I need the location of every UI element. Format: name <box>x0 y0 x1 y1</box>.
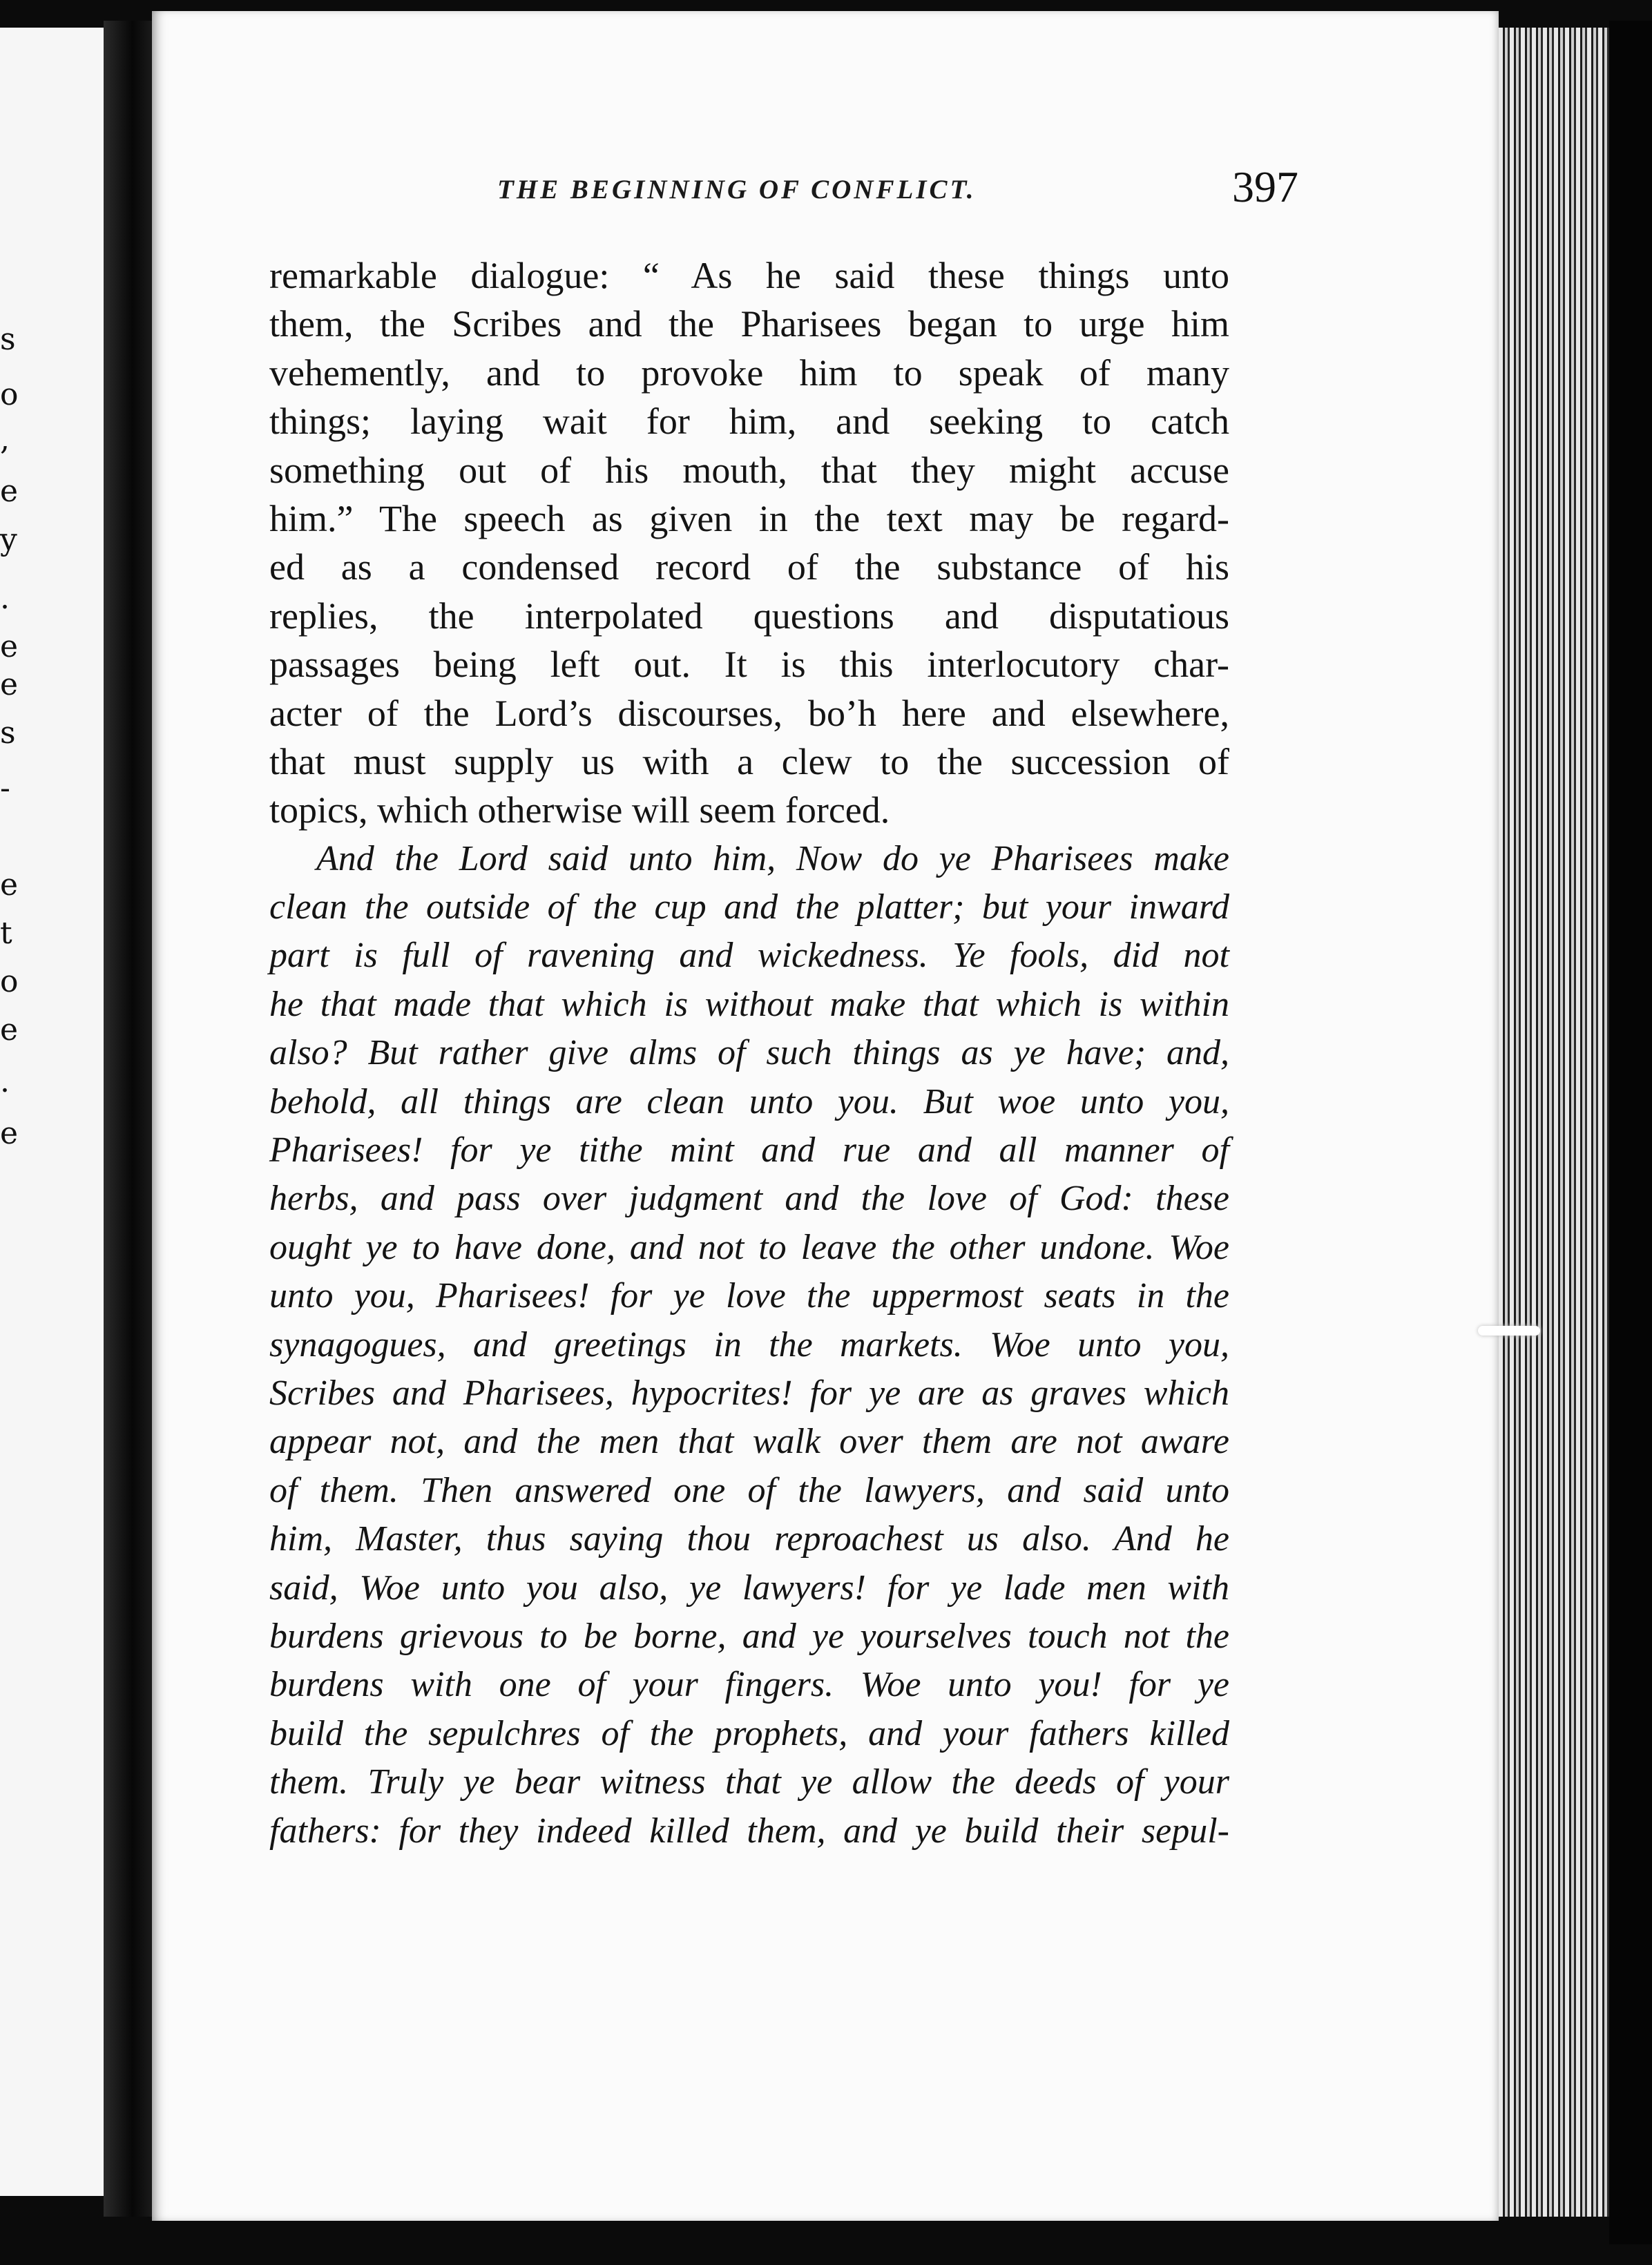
commentary-line: ed as a condensed record of the substance of his <box>269 546 1229 588</box>
scripture-line: behold, all things are clean unto you. But woe unto you, <box>269 1081 1229 1121</box>
scripture-line: clean the outside of the cup and the platter; but your inward <box>269 887 1229 927</box>
page-edges <box>1499 28 1623 2217</box>
facing-page-edge-char: e <box>0 1116 19 1151</box>
scripture-line: herbs, and pass over judgment and the love of God: these <box>269 1179 1229 1219</box>
facing-page-edge-char: - <box>0 771 10 806</box>
scripture-line: burdens grievous to be borne, and ye yourselves touch not the <box>269 1616 1229 1656</box>
commentary-line: remarkable dialogue: “ As he said these things unto <box>269 255 1229 296</box>
facing-page-edge-char: s <box>0 715 16 751</box>
facing-page-strip <box>0 28 111 2196</box>
scripture-line: him, Master, thus saying thou reproachest us also. And he <box>269 1519 1229 1559</box>
scripture-line: appear not, and the men that walk over them are not aware <box>269 1422 1229 1462</box>
facing-page-edge-char: . <box>0 1064 10 1099</box>
facing-page-edge-char: . <box>0 581 10 616</box>
commentary-paragraph <box>269 251 1229 835</box>
commentary-line: something out of his mouth, that they might accuse <box>269 449 1229 491</box>
scripture-line: Scribes and Pharisees, hypocrites! for ye are as graves which <box>269 1373 1229 1413</box>
scripture-line: synagogues, and greetings in the markets. Woe unto you, <box>269 1324 1229 1365</box>
commentary-line: acter of the Lord’s discourses, bo’h here and elsewhere, <box>269 692 1229 734</box>
commentary-line: that must supply us with a clew to the succession of <box>269 740 1229 782</box>
facing-page-edge-text <box>0 28 21 2196</box>
scripture-line: part is full of ravening and wickedness. Ye fools, did not <box>269 936 1229 976</box>
facing-page-edge-char: o <box>0 964 19 999</box>
commentary-line: things; laying wait for him, and seeking to catch <box>269 401 1229 443</box>
scripture-line: also? But rather give alms of such things as ye have; and, <box>269 1033 1229 1073</box>
facing-page-edge-char: e <box>0 867 19 903</box>
scripture-line: of them. Then answered one of the lawyers, and said unto <box>269 1470 1229 1510</box>
running-head-title: THE BEGINNING OF CONFLICT. <box>497 175 977 204</box>
scripture-line: said, Woe unto you also, ye lawyers! for ye lade men with <box>269 1568 1229 1608</box>
running-head <box>442 162 1298 217</box>
commentary-line: replies, the interpolated questions and disputatious <box>269 595 1229 637</box>
facing-page-edge-char: o <box>0 377 19 412</box>
page-edge-highlight <box>1478 1326 1540 1336</box>
facing-page-edge-char: e <box>0 667 19 702</box>
commentary-line: topics, which otherwise will seem forced. <box>269 789 890 831</box>
page-edges-shadow <box>1609 21 1652 2244</box>
scripture-line: build the sepulchres of the prophets, and your fathers killed <box>269 1713 1229 1753</box>
scripture-line: And the Lord said unto him, Now do ye Pharisees make <box>316 838 1229 878</box>
facing-page-edge-char: y <box>0 522 17 557</box>
book-gutter <box>104 21 152 2217</box>
facing-page-edge-char: e <box>0 1012 19 1048</box>
commentary-line: vehemently, and to provoke him to speak of many <box>269 351 1229 394</box>
scripture-line: unto you, Pharisees! for ye love the uppermost seats in the <box>269 1276 1229 1316</box>
facing-page-edge-char: t <box>0 916 12 951</box>
facing-page-edge-char: e <box>0 474 19 509</box>
commentary-line: them, the Scribes and the Pharisees began to urge him <box>269 303 1229 345</box>
scripture-line: ought ye to have done, and not to leave the other undone. Woe <box>269 1227 1229 1267</box>
facing-page-edge-char: , <box>0 422 10 457</box>
scripture-line: fathers: for they indeed killed them, and ye build their sepul- <box>269 1811 1229 1851</box>
commentary-line: him.” The speech as given in the text may be regard- <box>269 497 1229 539</box>
scripture-paragraph <box>269 835 1229 1856</box>
page-number: 397 <box>1232 162 1298 211</box>
page-body <box>269 251 1229 1856</box>
scripture-line: burdens with one of your fingers. Woe unto you! for ye <box>269 1665 1229 1705</box>
scripture-line: Pharisees! for ye tithe mint and rue and all manner of <box>269 1130 1229 1170</box>
scripture-line: them. Truly ye bear witness that ye allow the deeds of your <box>269 1762 1229 1802</box>
commentary-line: passages being left out. It is this interlocutory char- <box>269 644 1229 686</box>
facing-page-edge-char: s <box>0 322 16 357</box>
scripture-line: he that made that which is without make that which is within <box>269 984 1229 1024</box>
facing-page-edge-char: e <box>0 629 19 664</box>
